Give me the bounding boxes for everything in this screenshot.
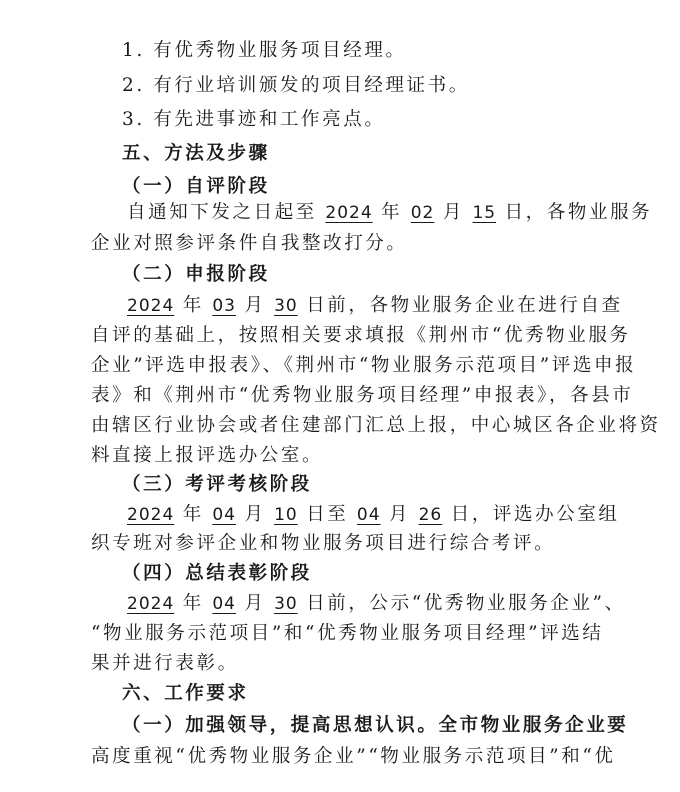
stage2-suffix: 日前，各物业服务企业在进行自查: [306, 295, 623, 316]
stage2-heading: （二）申报阶段: [122, 264, 270, 285]
stage2-year: 2024: [127, 296, 175, 316]
stage2-year-unit: 年: [182, 295, 204, 316]
criteria-item-1: 1. 有优秀物业服务项目经理。: [122, 40, 407, 61]
stage2-line3: 企业”评选申报表》、《荆州市“物业服务示范项目”评选申报: [91, 355, 637, 376]
section6-line1: （一）加强领导，提高思想认识。全市物业服务企业要: [122, 715, 629, 736]
stage3-suffix: 日，评选办公室组: [450, 504, 620, 525]
stage4-month: 04: [212, 594, 236, 614]
stage2-line5: 由辖区行业协会或者住建部门汇总上报，中心城区各企业将资: [91, 415, 661, 436]
stage1-line2: 企业对照参评条件自我整改打分。: [91, 233, 408, 254]
stage3-month-unit-end: 月: [389, 504, 411, 525]
stage1-heading: （一）自评阶段: [122, 176, 270, 197]
stage2-month-unit: 月: [244, 295, 266, 316]
stage3-month-unit-start: 月: [244, 504, 266, 525]
stage4-heading: （四）总结表彰阶段: [122, 563, 312, 584]
stage1-prefix: 自通知下发之日起至: [127, 202, 317, 223]
stage3-month-end: 04: [356, 505, 381, 525]
stage1-month-unit: 月: [442, 202, 464, 223]
stage4-line2: “物业服务示范项目”和“优秀物业服务项目经理”评选结: [91, 623, 604, 644]
stage4-month-unit: 月: [244, 593, 266, 614]
stage2-line4: 表》和《荆州市“优秀物业服务项目经理”申报表》，各县市: [91, 385, 634, 406]
stage2-day: 30: [274, 296, 298, 316]
stage1-year: 2024: [325, 203, 373, 223]
stage4-suffix: 日前，公示“优秀物业服务企业”、: [306, 593, 626, 614]
stage3-day-start: 10: [274, 505, 298, 525]
stage4-day: 30: [274, 594, 298, 614]
stage2-line2: 自评的基础上，按照相关要求填报《荆州市“优秀物业服务: [91, 325, 631, 346]
section5-heading: 五、方法及步骤: [122, 143, 270, 164]
stage3-line2: 织专班对参评企业和物业服务项目进行综合考评。: [91, 533, 556, 554]
stage3-line1: [127, 506, 620, 525]
stage3-heading: （三）考评考核阶段: [122, 474, 312, 495]
section6-heading: 六、工作要求: [122, 683, 249, 704]
stage3-year-unit: 年: [182, 504, 204, 525]
section6-line2: 高度重视“优秀物业服务企业”“物业服务示范项目”和“优: [91, 746, 616, 767]
stage3-year: 2024: [127, 505, 175, 525]
stage4-year: 2024: [127, 594, 175, 614]
stage2-line1: [127, 297, 623, 316]
stage1-day: 15: [472, 203, 497, 223]
stage4-line3: 果并进行表彰。: [91, 653, 239, 674]
stage1-line1: [127, 204, 652, 223]
stage4-line1: [127, 595, 626, 614]
stage3-month-start: 04: [212, 505, 236, 525]
criteria-item-3: 3. 有先进事迹和工作亮点。: [122, 109, 386, 130]
stage3-mid: 日至: [306, 504, 349, 525]
stage2-month: 03: [212, 296, 236, 316]
stage1-suffix: 日，各物业服务: [504, 202, 653, 223]
stage4-year-unit: 年: [182, 593, 204, 614]
stage3-day-end: 26: [418, 505, 443, 525]
criteria-item-2: 2. 有行业培训颁发的项目经理证书。: [122, 75, 470, 96]
stage1-year-unit: 年: [381, 202, 403, 223]
stage2-line6: 料直接上报评选办公室。: [91, 445, 324, 466]
stage1-month: 02: [410, 203, 435, 223]
